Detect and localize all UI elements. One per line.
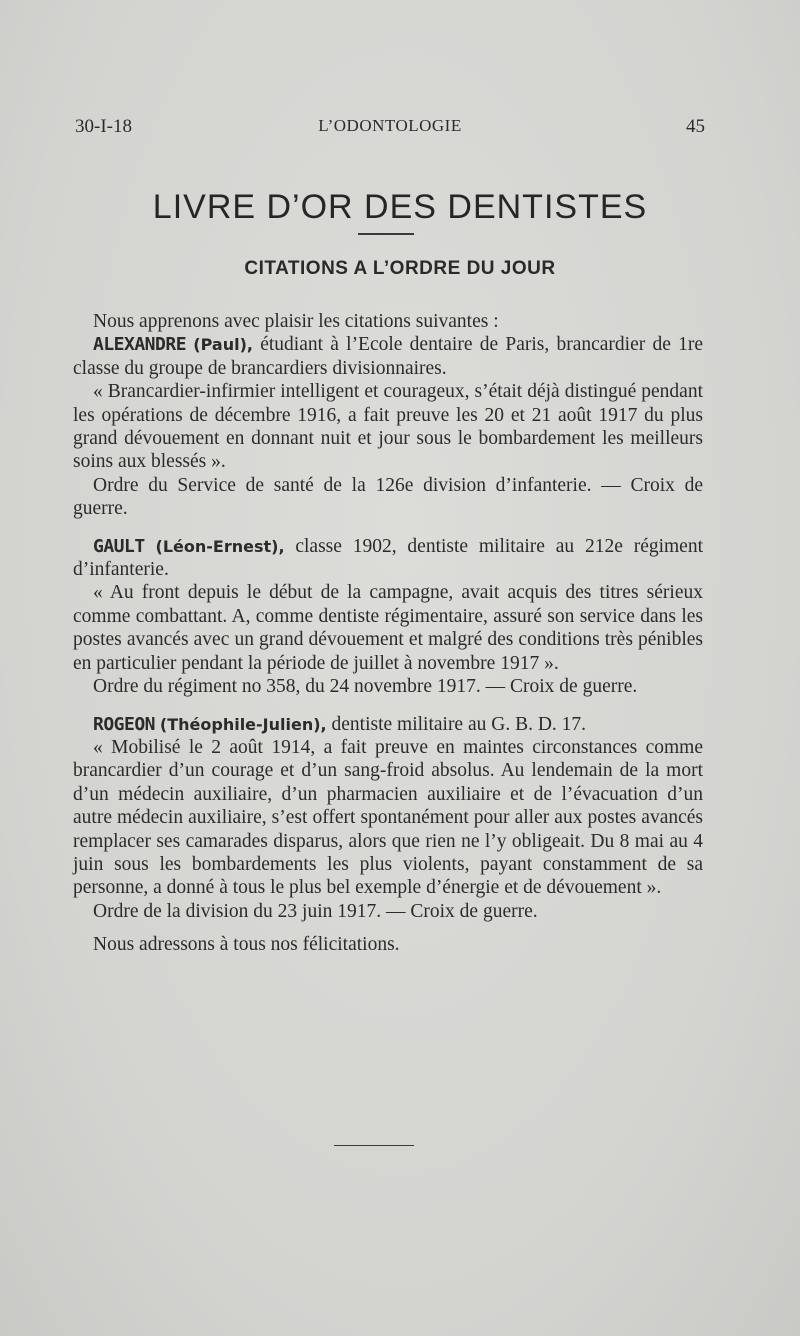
running-head: [75, 116, 705, 146]
citation-header: [73, 535, 703, 582]
citation-rank: dentiste militaire au G. B. D. 17.: [326, 713, 587, 735]
article-body: [73, 310, 703, 957]
citation-quote: « Brancardier-infirmier intelligent et courageux, s’était déjà distingué pendant les opérations de décembre 1916, a fait preuve les 20 et 21 août 1917 du plus grand dévouement en donnant nuit et jour sous le bombardement les meilleurs soins aux blessés ».: [73, 381, 703, 473]
spacer: [73, 521, 703, 535]
citation-name: ROGEON: [93, 713, 156, 735]
citation-given-name: (Léon-Ernest),: [155, 536, 285, 556]
citation-order: Ordre du régiment no 358, du 24 novembre 1917. — Croix de guerre.: [93, 676, 638, 698]
citation-quote: « Mobilisé le 2 août 1914, a fait preuve en maintes circonstances comme brancardier d’un courage et d’un sang-froid absolus. Au lendemain de la mort d’un médecin auxiliaire, d’un pharmacien auxiliaire et de l’évacuation d’un autre médecin auxiliaire, s’est offert spontanément pour aller aux postes avancés remplacer ses camarades disparus, alors que rien ne l’y obligeait. Du 8 mai au 4 juin sous les bombardements les plus violents, payant constamment de sa personne, a donné à tous le plus bel exemple d’énergie et de dévouement ».: [73, 736, 703, 899]
citation-name: GAULT: [93, 535, 145, 557]
header-journal-title: L’ODONTOLOGIE: [318, 116, 462, 135]
citation-name: ALEXANDRE: [93, 334, 187, 356]
citation-given-name: (Paul),: [193, 335, 253, 355]
citation-quote: « Au front depuis le début de la campagne, avait acquis des titres sérieux comme combattant. A, comme dentiste régimentaire, assuré son service dans les postes avancés avec un grand dévouement et malgré des conditions très pénibles en particulier pendant la période de juillet à novembre 1917 ».: [73, 582, 703, 674]
end-divider: [334, 1145, 414, 1146]
citation-rank: classe 1902, dentiste militaire au 212e régiment d’infanterie.: [73, 535, 704, 581]
closing-paragraph: Nous adressons à tous nos félicitations.: [93, 934, 400, 956]
intro-paragraph: Nous apprenons avec plaisir les citations suivantes :: [93, 311, 499, 332]
page-number: 45: [686, 116, 705, 137]
citation-gault: [73, 535, 703, 699]
citation-given-name: (Théophile-Julien),: [159, 714, 327, 734]
citation-header: [73, 333, 703, 380]
citation-order: Ordre du Service de santé de la 126e division d’infanterie. — Croix de guerre.: [73, 474, 703, 520]
header-date: 30-I-18: [75, 116, 132, 137]
citation-rogeon: [73, 713, 703, 924]
citation-header: [73, 713, 703, 736]
citation-alexandre: [73, 333, 703, 520]
citation-rank: étudiant à l’Ecole dentaire de Paris, brancardier de 1re classe du groupe de brancardiers divisionnaires.: [73, 334, 704, 379]
article-title: LIVRE D’OR DES DENTISTES: [152, 188, 648, 226]
spacer: [73, 699, 703, 713]
citation-order: Ordre de la division du 23 juin 1917. — Croix de guerre.: [93, 900, 538, 922]
article-subtitle: CITATIONS A L’ORDRE DU JOUR: [244, 258, 556, 279]
title-divider: [358, 233, 414, 235]
